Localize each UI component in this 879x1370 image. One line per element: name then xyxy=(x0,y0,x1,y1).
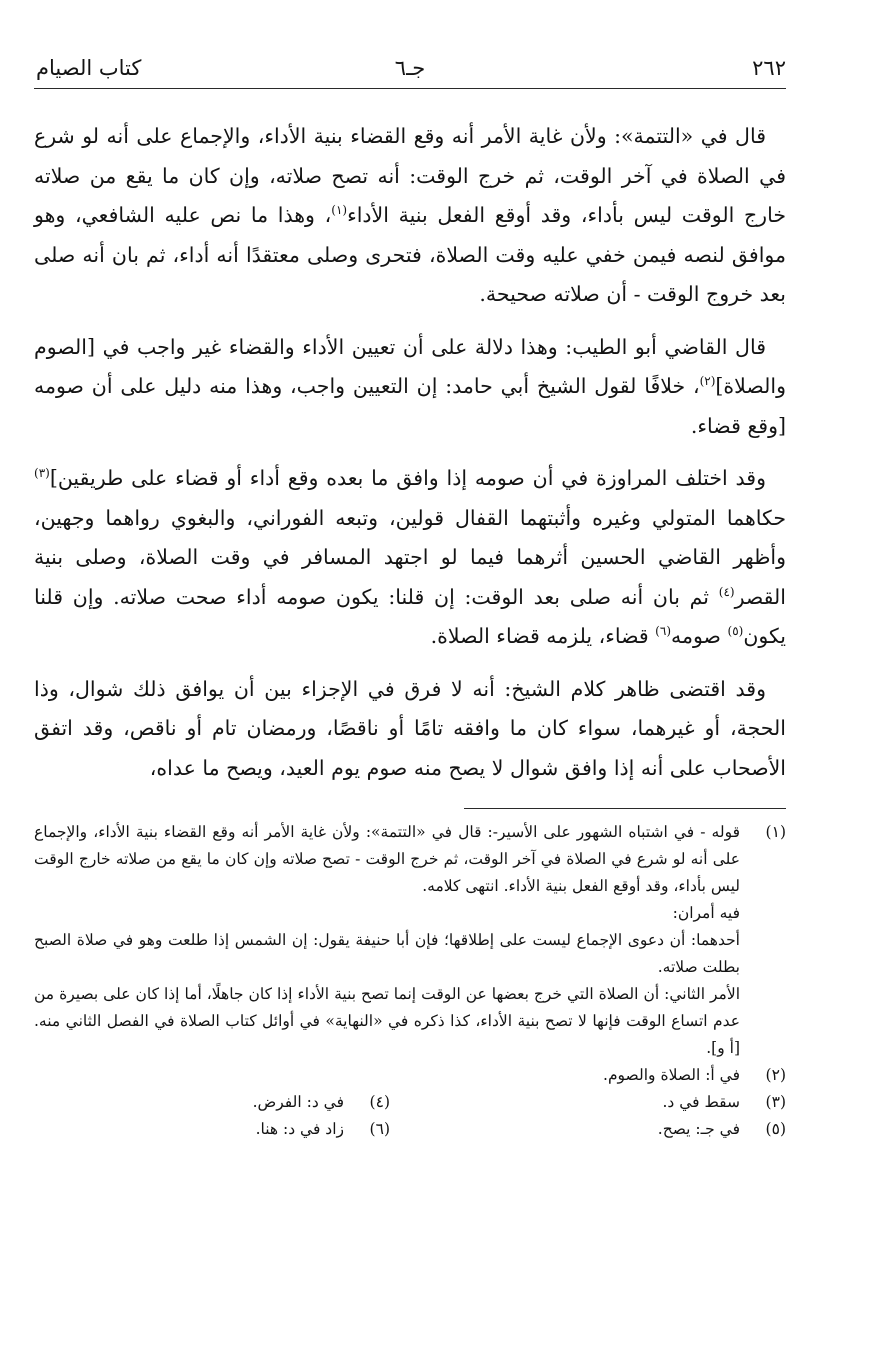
footnote-2: (٢) في أ: الصلاة والصوم. xyxy=(34,1062,786,1089)
footnote-number: (٣) xyxy=(765,1093,786,1111)
footnote-number: (٥) xyxy=(765,1120,786,1138)
page-number: ٢٦٢ xyxy=(752,56,786,80)
paragraph: وقد اختلف المراوزة في أن صومه إذا وافق ما بعده وقع أداء أو قضاء على طريقين]$^{(٣)}$ حكاهما المتولي وغيره وأثبتهما القفال قولين، وتبعه الفوراني، والبغوي رواهما وجهين، وأظهر القاضي الحسين أثرهما فيما لو اجتهد المسافر في وقت الصلاة، وصلى بنية القصر$^{(٤)}$ ثم بان أنه صلى بعد الوقت: إن قلنا: يكون صومه أداء صحت صلاته. وإن قلنا يكون$^{(٥)}$ صومه$^{(٦)}$ قضاء، يلزمه قضاء الصلاة. xyxy=(34,466,786,648)
footnote-separator xyxy=(464,808,786,809)
footnote-6: (٦) زاد في د: هنا. xyxy=(256,1116,390,1143)
footnote-ref-4[interactable]: (٤) xyxy=(718,584,735,599)
footnote-4: (٤) في د: الفرض. xyxy=(253,1089,390,1116)
footnote-ref-1[interactable]: (١) xyxy=(331,203,348,218)
footnote-ref-6[interactable]: (٦) xyxy=(655,624,671,639)
footnote-number: (٢) xyxy=(765,1066,786,1084)
footnote-ref-2[interactable]: (٢) xyxy=(699,374,716,389)
page-header xyxy=(34,48,786,89)
footnote-ref-5[interactable]: (٥) xyxy=(727,624,744,639)
footnote-5: (٥) في جـ: يصح. xyxy=(390,1116,786,1143)
footnote-3: (٣) سقط في د. xyxy=(390,1089,786,1116)
main-text xyxy=(34,117,786,788)
paragraph: قال في «التتمة»: ولأن غاية الأمر أنه وقع القضاء بنية الأداء، والإجماع على أنه لو شرع في الصلاة في آخر الوقت، ثم خرج الوقت: أنه تصح صلاته، وإن كان ما يقع من صلاته خارج الوقت ليس بأداء، وقد أوقع الفعل بنية الأداء$^{(١)}$، وهذا ما نص عليه الشافعي، وهو موافق لنصه فيمن خفي عليه وقت الصلاة، فتحرى وصلى معتقدًا أنه أداء، ثم بان أنه صلى بعد خروج الوقت - أن صلاته صحيحة. xyxy=(34,124,786,306)
footnote-ref-3[interactable]: (٣) xyxy=(34,466,50,481)
footnote-row xyxy=(34,1116,786,1143)
book-page xyxy=(34,48,786,1348)
paragraph: قال القاضي أبو الطيب: وهذا دلالة على أن تعيين الأداء والقضاء غير واجب في [الصوم والصلاة]$^{(٢)}$، خلافًا لقول الشيخ أبي حامد: إن التعيين واجب، وهذا منه دليل على أن صومه [وقع قضاء. xyxy=(34,334,786,438)
footnote-number: (٤) xyxy=(369,1093,390,1111)
footnote-number: (١) xyxy=(765,823,786,841)
footnote-1: (١) قوله - في اشتباه الشهور على الأسير-: قال في «التتمة»: ولأن غاية الأمر أنه وقع القضاء بنية الأداء، والإجماع على أنه لو شرع في الصلاة في آخر الوقت، ثم خرج الوقت - تصح صلاته وإن كان ما يقع من صلاته خارج الوقت ليس بأداء، وقد أوقع الفعل بنية الأداء. انتهى كلامه. فيه أمران: أحدهما: أن دعوى الإجماع ليست على إطلاقها؛ فإن أبا حنيفة يقول: إن الشمس إذا طلعت وهو في صلاة الصبح بطلت صلاته. الأمر الثاني: أن الصلاة التي خرج بعضها عن الوقت إنما تصح بنية الأداء إذا كان جاهلًا، أما إذا كان على بصيرة من عدم اتساع الوقت فإنها لا تصح بنية الأداء، كذا ذكره في «النهاية» في أوائل كتاب الصلاة في الفصل الثاني منه. [أ و]. xyxy=(34,819,786,1062)
book-title: كتاب الصيام xyxy=(36,56,142,80)
footnotes xyxy=(34,819,786,1143)
footnote-row xyxy=(34,1089,786,1116)
paragraph: وقد اقتضى ظاهر كلام الشيخ: أنه لا فرق في الإجزاء بين أن يوافق ذلك شوال، وذا الحجة، أو غيرهما، سواء كان ما وافقه تامًا أو ناقصًا، ورمضان تام أو ناقص، وقد اتفق الأصحاب على أنه إذا وافق شوال لا يصح منه صوم يوم العيد، ويصح ما عداه، xyxy=(34,676,786,780)
volume-label: جـ٦ xyxy=(394,56,426,80)
footnote-number: (٦) xyxy=(369,1120,390,1138)
